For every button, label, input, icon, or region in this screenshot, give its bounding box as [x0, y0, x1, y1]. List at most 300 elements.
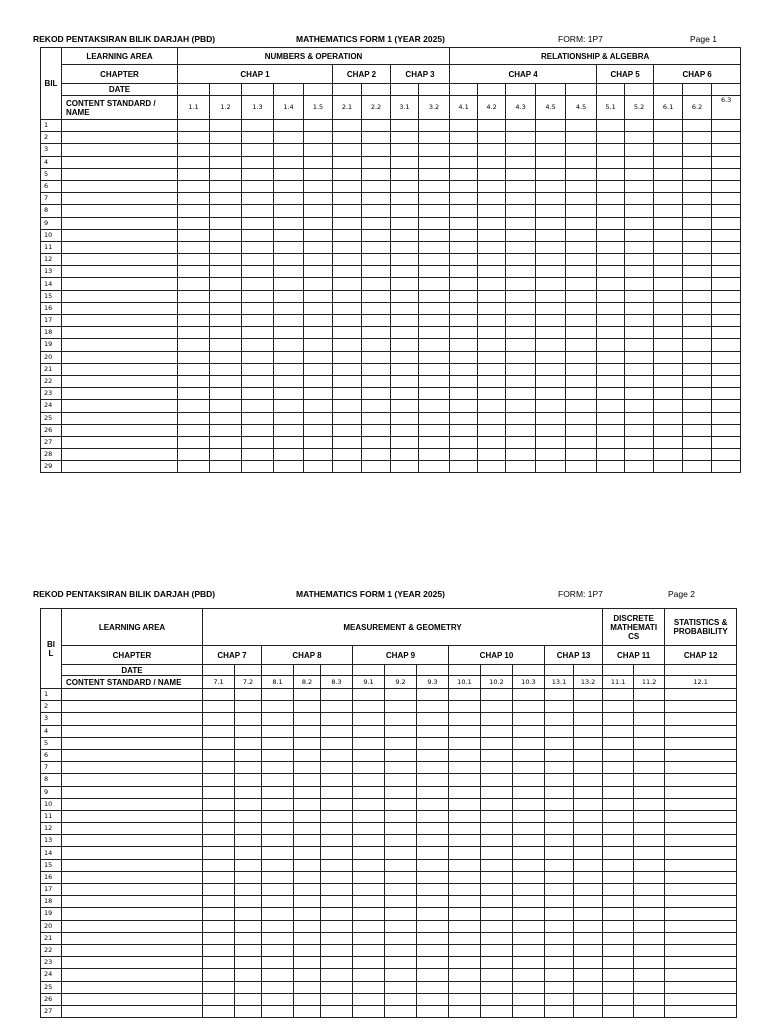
score-cell[interactable] [654, 302, 683, 314]
score-cell[interactable] [262, 810, 294, 822]
score-cell[interactable] [481, 884, 513, 896]
score-cell[interactable] [294, 689, 321, 701]
student-name-cell[interactable] [62, 254, 178, 266]
score-cell[interactable] [321, 749, 353, 761]
score-cell[interactable] [203, 884, 235, 896]
score-cell[interactable] [712, 424, 741, 436]
score-cell[interactable] [536, 254, 566, 266]
score-cell[interactable] [274, 375, 304, 387]
score-cell[interactable] [304, 449, 333, 461]
score-cell[interactable] [262, 835, 294, 847]
score-cell[interactable] [603, 737, 634, 749]
score-cell[interactable] [385, 908, 417, 920]
score-cell[interactable] [178, 339, 210, 351]
score-cell[interactable] [506, 266, 536, 278]
score-cell[interactable] [203, 823, 235, 835]
score-cell[interactable] [574, 713, 603, 725]
score-cell[interactable] [545, 932, 574, 944]
score-cell[interactable] [603, 713, 634, 725]
score-cell[interactable] [574, 884, 603, 896]
score-cell[interactable] [566, 290, 597, 302]
score-cell[interactable] [417, 908, 449, 920]
score-cell[interactable] [362, 315, 391, 327]
score-cell[interactable] [683, 436, 712, 448]
score-cell[interactable] [235, 823, 262, 835]
score-cell[interactable] [634, 762, 665, 774]
student-name-cell[interactable] [62, 908, 203, 920]
score-cell[interactable] [481, 908, 513, 920]
score-cell[interactable] [536, 168, 566, 180]
score-cell[interactable] [625, 241, 654, 253]
score-cell[interactable] [178, 120, 210, 132]
score-cell[interactable] [603, 749, 634, 761]
score-cell[interactable] [262, 762, 294, 774]
score-cell[interactable] [242, 436, 274, 448]
score-cell[interactable] [417, 835, 449, 847]
score-cell[interactable] [419, 229, 450, 241]
score-cell[interactable] [391, 120, 419, 132]
score-cell[interactable] [210, 327, 242, 339]
score-cell[interactable] [634, 859, 665, 871]
score-cell[interactable] [683, 193, 712, 205]
score-cell[interactable] [203, 737, 235, 749]
score-cell[interactable] [391, 412, 419, 424]
score-cell[interactable] [449, 701, 481, 713]
score-cell[interactable] [178, 449, 210, 461]
score-cell[interactable] [574, 701, 603, 713]
score-cell[interactable] [603, 835, 634, 847]
score-cell[interactable] [333, 351, 362, 363]
student-name-cell[interactable] [62, 786, 203, 798]
score-cell[interactable] [419, 375, 450, 387]
score-cell[interactable] [321, 993, 353, 1005]
score-cell[interactable] [634, 944, 665, 956]
score-cell[interactable] [654, 351, 683, 363]
score-cell[interactable] [683, 132, 712, 144]
score-cell[interactable] [385, 737, 417, 749]
score-cell[interactable] [385, 932, 417, 944]
score-cell[interactable] [513, 749, 545, 761]
score-cell[interactable] [481, 920, 513, 932]
score-cell[interactable] [478, 290, 506, 302]
score-cell[interactable] [665, 932, 737, 944]
score-cell[interactable] [545, 981, 574, 993]
score-cell[interactable] [566, 351, 597, 363]
score-cell[interactable] [210, 290, 242, 302]
score-cell[interactable] [597, 266, 625, 278]
score-cell[interactable] [321, 725, 353, 737]
score-cell[interactable] [506, 375, 536, 387]
score-cell[interactable] [545, 798, 574, 810]
score-cell[interactable] [654, 229, 683, 241]
score-cell[interactable] [333, 217, 362, 229]
score-cell[interactable] [333, 363, 362, 375]
score-cell[interactable] [597, 461, 625, 473]
score-cell[interactable] [634, 701, 665, 713]
score-cell[interactable] [333, 449, 362, 461]
score-cell[interactable] [665, 835, 737, 847]
score-cell[interactable] [545, 884, 574, 896]
score-cell[interactable] [419, 241, 450, 253]
score-cell[interactable] [683, 327, 712, 339]
score-cell[interactable] [417, 920, 449, 932]
score-cell[interactable] [333, 168, 362, 180]
score-cell[interactable] [262, 713, 294, 725]
score-cell[interactable] [450, 278, 478, 290]
score-cell[interactable] [391, 278, 419, 290]
score-cell[interactable] [294, 908, 321, 920]
score-cell[interactable] [391, 193, 419, 205]
score-cell[interactable] [449, 957, 481, 969]
score-cell[interactable] [178, 302, 210, 314]
score-cell[interactable] [625, 144, 654, 156]
score-cell[interactable] [203, 689, 235, 701]
score-cell[interactable] [391, 424, 419, 436]
score-cell[interactable] [683, 363, 712, 375]
score-cell[interactable] [362, 375, 391, 387]
score-cell[interactable] [545, 774, 574, 786]
score-cell[interactable] [203, 944, 235, 956]
score-cell[interactable] [262, 749, 294, 761]
score-cell[interactable] [536, 156, 566, 168]
score-cell[interactable] [665, 908, 737, 920]
score-cell[interactable] [478, 375, 506, 387]
score-cell[interactable] [478, 351, 506, 363]
score-cell[interactable] [353, 896, 385, 908]
score-cell[interactable] [481, 835, 513, 847]
student-name-cell[interactable] [62, 363, 178, 375]
score-cell[interactable] [574, 957, 603, 969]
score-cell[interactable] [506, 120, 536, 132]
score-cell[interactable] [178, 400, 210, 412]
score-cell[interactable] [262, 871, 294, 883]
score-cell[interactable] [304, 436, 333, 448]
score-cell[interactable] [536, 388, 566, 400]
score-cell[interactable] [450, 400, 478, 412]
score-cell[interactable] [712, 363, 741, 375]
student-name-cell[interactable] [62, 823, 203, 835]
score-cell[interactable] [333, 327, 362, 339]
score-cell[interactable] [506, 229, 536, 241]
score-cell[interactable] [417, 774, 449, 786]
score-cell[interactable] [449, 944, 481, 956]
score-cell[interactable] [235, 810, 262, 822]
score-cell[interactable] [450, 241, 478, 253]
score-cell[interactable] [654, 449, 683, 461]
score-cell[interactable] [603, 823, 634, 835]
score-cell[interactable] [178, 363, 210, 375]
score-cell[interactable] [481, 689, 513, 701]
score-cell[interactable] [333, 229, 362, 241]
score-cell[interactable] [353, 859, 385, 871]
score-cell[interactable] [294, 969, 321, 981]
score-cell[interactable] [417, 871, 449, 883]
score-cell[interactable] [513, 884, 545, 896]
score-cell[interactable] [450, 156, 478, 168]
score-cell[interactable] [235, 896, 262, 908]
score-cell[interactable] [683, 156, 712, 168]
score-cell[interactable] [513, 993, 545, 1005]
score-cell[interactable] [242, 144, 274, 156]
score-cell[interactable] [597, 168, 625, 180]
score-cell[interactable] [513, 871, 545, 883]
score-cell[interactable] [712, 315, 741, 327]
score-cell[interactable] [683, 205, 712, 217]
score-cell[interactable] [304, 254, 333, 266]
score-cell[interactable] [683, 278, 712, 290]
score-cell[interactable] [712, 266, 741, 278]
score-cell[interactable] [391, 241, 419, 253]
score-cell[interactable] [210, 388, 242, 400]
score-cell[interactable] [391, 461, 419, 473]
score-cell[interactable] [481, 701, 513, 713]
score-cell[interactable] [683, 339, 712, 351]
score-cell[interactable] [210, 254, 242, 266]
score-cell[interactable] [566, 388, 597, 400]
score-cell[interactable] [353, 689, 385, 701]
score-cell[interactable] [513, 737, 545, 749]
score-cell[interactable] [506, 254, 536, 266]
score-cell[interactable] [294, 920, 321, 932]
score-cell[interactable] [712, 436, 741, 448]
score-cell[interactable] [566, 144, 597, 156]
score-cell[interactable] [536, 449, 566, 461]
score-cell[interactable] [566, 229, 597, 241]
score-cell[interactable] [321, 762, 353, 774]
score-cell[interactable] [203, 932, 235, 944]
score-cell[interactable] [385, 981, 417, 993]
score-cell[interactable] [712, 217, 741, 229]
score-cell[interactable] [665, 981, 737, 993]
student-name-cell[interactable] [62, 278, 178, 290]
score-cell[interactable] [178, 193, 210, 205]
score-cell[interactable] [545, 859, 574, 871]
score-cell[interactable] [481, 847, 513, 859]
score-cell[interactable] [634, 896, 665, 908]
score-cell[interactable] [262, 932, 294, 944]
score-cell[interactable] [513, 944, 545, 956]
score-cell[interactable] [304, 278, 333, 290]
score-cell[interactable] [362, 144, 391, 156]
score-cell[interactable] [449, 798, 481, 810]
score-cell[interactable] [235, 701, 262, 713]
score-cell[interactable] [449, 786, 481, 798]
score-cell[interactable] [235, 749, 262, 761]
score-cell[interactable] [481, 896, 513, 908]
score-cell[interactable] [417, 786, 449, 798]
score-cell[interactable] [304, 363, 333, 375]
score-cell[interactable] [634, 749, 665, 761]
score-cell[interactable] [304, 266, 333, 278]
score-cell[interactable] [178, 266, 210, 278]
score-cell[interactable] [450, 339, 478, 351]
score-cell[interactable] [665, 701, 737, 713]
student-name-cell[interactable] [62, 156, 178, 168]
score-cell[interactable] [513, 798, 545, 810]
score-cell[interactable] [419, 412, 450, 424]
score-cell[interactable] [536, 205, 566, 217]
score-cell[interactable] [333, 156, 362, 168]
score-cell[interactable] [210, 339, 242, 351]
score-cell[interactable] [481, 810, 513, 822]
score-cell[interactable] [321, 859, 353, 871]
score-cell[interactable] [353, 908, 385, 920]
score-cell[interactable] [274, 327, 304, 339]
score-cell[interactable] [304, 180, 333, 192]
score-cell[interactable] [506, 327, 536, 339]
score-cell[interactable] [449, 932, 481, 944]
score-cell[interactable] [203, 896, 235, 908]
score-cell[interactable] [665, 957, 737, 969]
score-cell[interactable] [353, 835, 385, 847]
score-cell[interactable] [481, 725, 513, 737]
score-cell[interactable] [603, 957, 634, 969]
score-cell[interactable] [304, 144, 333, 156]
score-cell[interactable] [235, 798, 262, 810]
student-name-cell[interactable] [62, 884, 203, 896]
score-cell[interactable] [262, 786, 294, 798]
score-cell[interactable] [333, 266, 362, 278]
student-name-cell[interactable] [62, 424, 178, 436]
score-cell[interactable] [178, 144, 210, 156]
score-cell[interactable] [449, 1005, 481, 1017]
score-cell[interactable] [634, 957, 665, 969]
score-cell[interactable] [333, 205, 362, 217]
score-cell[interactable] [449, 835, 481, 847]
score-cell[interactable] [665, 798, 737, 810]
score-cell[interactable] [333, 278, 362, 290]
score-cell[interactable] [574, 920, 603, 932]
score-cell[interactable] [545, 920, 574, 932]
score-cell[interactable] [597, 144, 625, 156]
score-cell[interactable] [304, 217, 333, 229]
score-cell[interactable] [625, 315, 654, 327]
score-cell[interactable] [450, 205, 478, 217]
score-cell[interactable] [294, 835, 321, 847]
score-cell[interactable] [574, 749, 603, 761]
student-name-cell[interactable] [62, 981, 203, 993]
score-cell[interactable] [625, 193, 654, 205]
score-cell[interactable] [603, 896, 634, 908]
score-cell[interactable] [481, 798, 513, 810]
score-cell[interactable] [178, 205, 210, 217]
score-cell[interactable] [419, 254, 450, 266]
score-cell[interactable] [683, 315, 712, 327]
score-cell[interactable] [478, 388, 506, 400]
score-cell[interactable] [536, 144, 566, 156]
score-cell[interactable] [597, 351, 625, 363]
score-cell[interactable] [419, 217, 450, 229]
score-cell[interactable] [304, 132, 333, 144]
score-cell[interactable] [574, 896, 603, 908]
score-cell[interactable] [506, 461, 536, 473]
student-name-cell[interactable] [62, 315, 178, 327]
score-cell[interactable] [321, 920, 353, 932]
score-cell[interactable] [449, 981, 481, 993]
score-cell[interactable] [665, 920, 737, 932]
score-cell[interactable] [203, 969, 235, 981]
score-cell[interactable] [304, 424, 333, 436]
score-cell[interactable] [712, 351, 741, 363]
score-cell[interactable] [262, 908, 294, 920]
score-cell[interactable] [654, 412, 683, 424]
score-cell[interactable] [235, 993, 262, 1005]
score-cell[interactable] [321, 798, 353, 810]
score-cell[interactable] [362, 449, 391, 461]
score-cell[interactable] [625, 156, 654, 168]
score-cell[interactable] [654, 217, 683, 229]
score-cell[interactable] [235, 1005, 262, 1017]
score-cell[interactable] [333, 193, 362, 205]
score-cell[interactable] [536, 315, 566, 327]
score-cell[interactable] [419, 266, 450, 278]
score-cell[interactable] [545, 835, 574, 847]
score-cell[interactable] [353, 944, 385, 956]
score-cell[interactable] [203, 749, 235, 761]
score-cell[interactable] [654, 339, 683, 351]
score-cell[interactable] [506, 400, 536, 412]
score-cell[interactable] [362, 241, 391, 253]
score-cell[interactable] [506, 449, 536, 461]
score-cell[interactable] [603, 884, 634, 896]
score-cell[interactable] [506, 424, 536, 436]
score-cell[interactable] [294, 786, 321, 798]
score-cell[interactable] [478, 120, 506, 132]
score-cell[interactable] [665, 884, 737, 896]
score-cell[interactable] [566, 241, 597, 253]
score-cell[interactable] [274, 424, 304, 436]
score-cell[interactable] [419, 120, 450, 132]
score-cell[interactable] [417, 993, 449, 1005]
score-cell[interactable] [274, 144, 304, 156]
score-cell[interactable] [574, 774, 603, 786]
score-cell[interactable] [362, 120, 391, 132]
score-cell[interactable] [262, 920, 294, 932]
score-cell[interactable] [449, 713, 481, 725]
score-cell[interactable] [178, 424, 210, 436]
score-cell[interactable] [566, 412, 597, 424]
score-cell[interactable] [178, 168, 210, 180]
score-cell[interactable] [203, 762, 235, 774]
score-cell[interactable] [478, 132, 506, 144]
score-cell[interactable] [478, 205, 506, 217]
score-cell[interactable] [391, 266, 419, 278]
score-cell[interactable] [545, 749, 574, 761]
score-cell[interactable] [597, 400, 625, 412]
score-cell[interactable] [625, 327, 654, 339]
score-cell[interactable] [683, 144, 712, 156]
score-cell[interactable] [385, 884, 417, 896]
score-cell[interactable] [419, 205, 450, 217]
score-cell[interactable] [417, 896, 449, 908]
score-cell[interactable] [536, 339, 566, 351]
score-cell[interactable] [449, 993, 481, 1005]
score-cell[interactable] [634, 835, 665, 847]
score-cell[interactable] [294, 762, 321, 774]
score-cell[interactable] [513, 969, 545, 981]
score-cell[interactable] [545, 1005, 574, 1017]
score-cell[interactable] [597, 229, 625, 241]
score-cell[interactable] [597, 327, 625, 339]
score-cell[interactable] [242, 180, 274, 192]
score-cell[interactable] [712, 339, 741, 351]
score-cell[interactable] [625, 375, 654, 387]
score-cell[interactable] [391, 436, 419, 448]
score-cell[interactable] [304, 461, 333, 473]
score-cell[interactable] [333, 180, 362, 192]
score-cell[interactable] [683, 351, 712, 363]
score-cell[interactable] [210, 400, 242, 412]
